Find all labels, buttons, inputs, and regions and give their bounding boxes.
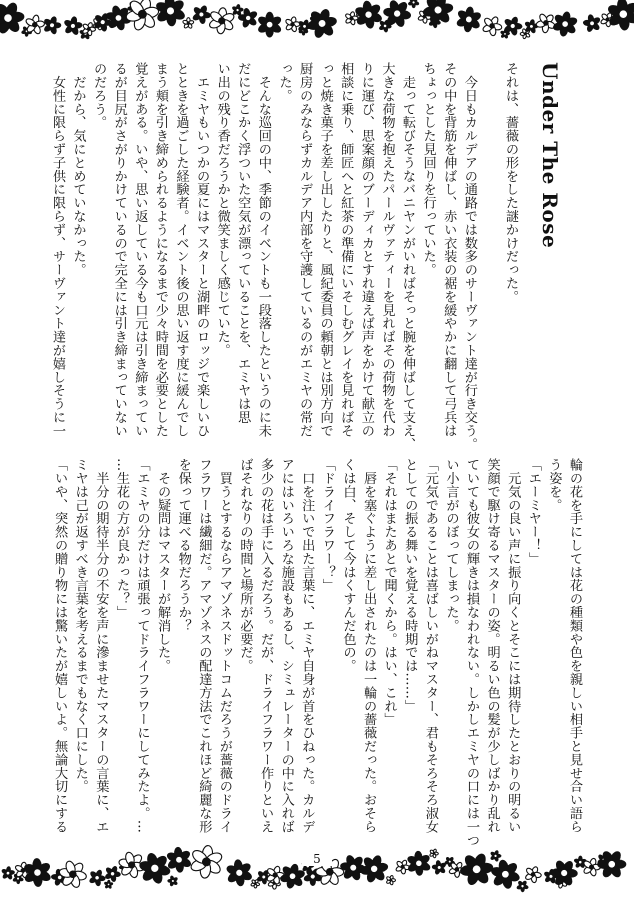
text-line: 笑顔で駆け寄るマスターの姿。明るい色の髪が少しばかり乱れ [484,458,500,834]
text-line [479,62,500,442]
flower-ornament [428,847,440,859]
text-line: 大きな荷物を抱えたパールヴァティーを見ればその荷物を代わ [379,62,395,438]
text-line: のだろう。 [91,62,107,129]
text-line: りに運び、思案顔のブーディカとすれ違えば声をかけて献立の [358,62,374,438]
text-line: エミヤもいつかの夏にはマスターと湖畔のロッジで楽しいひ [194,62,210,438]
text-line: 元気の良い声に振り向くとそこには期待したとおりの明るい [505,458,521,834]
text-column-bottom [52,458,584,847]
text-line: 「エーミヤー！」 [525,458,541,566]
text-line: フラワーは繊細だ。アマゾネスの配達方法でこれほど綺麗な形 [196,458,212,834]
text-line: 半分の期待半分の不安を声に滲ませたマスターの言葉に、エ [93,458,109,834]
flower-ornament [104,880,114,890]
text-line: ちょっとした見回りを行っていた。 [420,62,436,277]
text-line: としての振る舞いを覚える時期では……」 [402,458,418,713]
text-line: を保って運べる物だろうか？ [175,458,191,633]
text-line: ていても彼女の輝きは損なわれない。しかしエミヤの口には一つ [464,458,480,847]
text-line: 「元気であることは喜ばしいがねマスター、君もそろそろ淑女 [422,458,438,834]
text-line: とときを過ごした経験者。イベント後の思い返す度に緩んでし [173,62,189,438]
flower-ornament [419,0,458,29]
flower-ornament [0,866,16,881]
text-line: い出の残り香だろうかと微笑ましく感じていた。 [214,62,230,357]
text-line: それは、薔薇の形をした謎かけだった。 [503,62,518,304]
flower-ornament [429,857,449,877]
text-line: 多少の花は手に入るだろう。だが、ドライフラワー作りといえ [258,458,274,834]
text-line: 相談に乗り、師匠へと紅茶の準備にいそしむグレイを見ればそ [338,62,354,438]
text-line: その疑問はマスターが解消した。 [155,458,171,673]
text-line: った。 [276,62,292,103]
page-number: 5 [302,852,332,866]
text-line: 覚えがある。いや、思い返している今も口元は引き締まってい [132,62,148,438]
flower-ornament [182,17,194,29]
text-line: 走って転びそうなバニヤンがいればそっと腕を伸ばして支え、 [400,62,416,451]
text-line: その中を背筋を伸ばし、赤い衣装の裾を緩やかに翻して弓兵は [441,62,457,438]
text-line: だにどこかく浮ついた空気が漂っていることを、エミヤは思 [235,62,251,424]
text-column-top [49,62,520,451]
text-line: 「ドライフラワー？」 [319,458,335,592]
flower-ornament [532,9,560,37]
text-line: 買うとするならアマゾネスドットコムだろうが薔薇のドライ [216,458,232,834]
text-line: 輪の花を手にしては花の種類や色を親しい相手と見せ合い語ら [567,458,582,834]
flower-ornament [592,845,631,884]
text-line: だから、気にとめていなかった。 [70,62,86,277]
flower-ornament [257,12,283,37]
text-line: ミヤは己が返すべき言葉を考えるまでもなく口にした。 [72,458,88,793]
story-title: Under The Rose [538,62,562,249]
flower-ornament [551,10,580,39]
text-line: 口を注いで出た言葉に、エミヤ自身が首をひねった。カルデ [299,458,315,834]
flower-ornament [188,844,225,880]
text-line: 「それはまたあとで聞くから。はい、これ」 [381,458,397,726]
flower-ornament [303,5,341,42]
flower-border-top-svg [0,0,634,52]
text-line: 厨房のみならずカルデア内部を守護しているのがエミヤの常だ [297,62,313,438]
flower-ornament [406,0,422,10]
top-flower-border [0,0,634,52]
text-line: 女性に限らず子供に限らず、サーヴァント達が嬉しそうに一 [49,62,65,438]
text-line: …生花の方が良かった？」 [113,458,129,619]
text-line: ばそれなりの時間と場所が必要だ。 [237,458,253,673]
text-line: い小言がのぼってしまった。 [443,458,459,633]
text-line: アにはいろいろな施設もあるし、シミュレーターの中に入れば [278,458,294,834]
text-line: う姿を。 [546,458,562,512]
text-line: 唇を塞ぐように差し出されたのは一輪の薔薇だった。おそら [361,458,377,834]
text-line: っと焼き菓子を差し出したりと、風紀委員の頼朝とは別方向で [317,62,333,438]
flower-ornament [166,874,181,889]
flower-border-bottom-svg [0,838,634,900]
text-line: そんな巡回の中、季節のイベントも一段落したというのに未 [255,62,271,438]
flower-ornament [384,874,397,886]
text-line: くは白、そして今はくすんだ色の。 [340,458,356,673]
flower-ornament [86,867,108,889]
flower-ornament [580,11,605,36]
flower-ornament [207,6,236,35]
flower-ornament [455,5,484,33]
text-line: 「エミヤの分だけは頑張ってドライフラワーにしてみたよ。… [134,458,150,834]
text-line: るが目尻がさがりかけているので完全には引き締まっていない [111,62,127,438]
text-line: 「いや、突然の贈り物には驚いたが嬉しいよ。無論大切にする [52,458,68,834]
text-line: まう頬を引き締められるようになるまで少々時間を必要とした [152,62,168,438]
text-line: 今日もカルデアの通路では数多のサーヴァント達が行き交う。 [461,62,477,451]
